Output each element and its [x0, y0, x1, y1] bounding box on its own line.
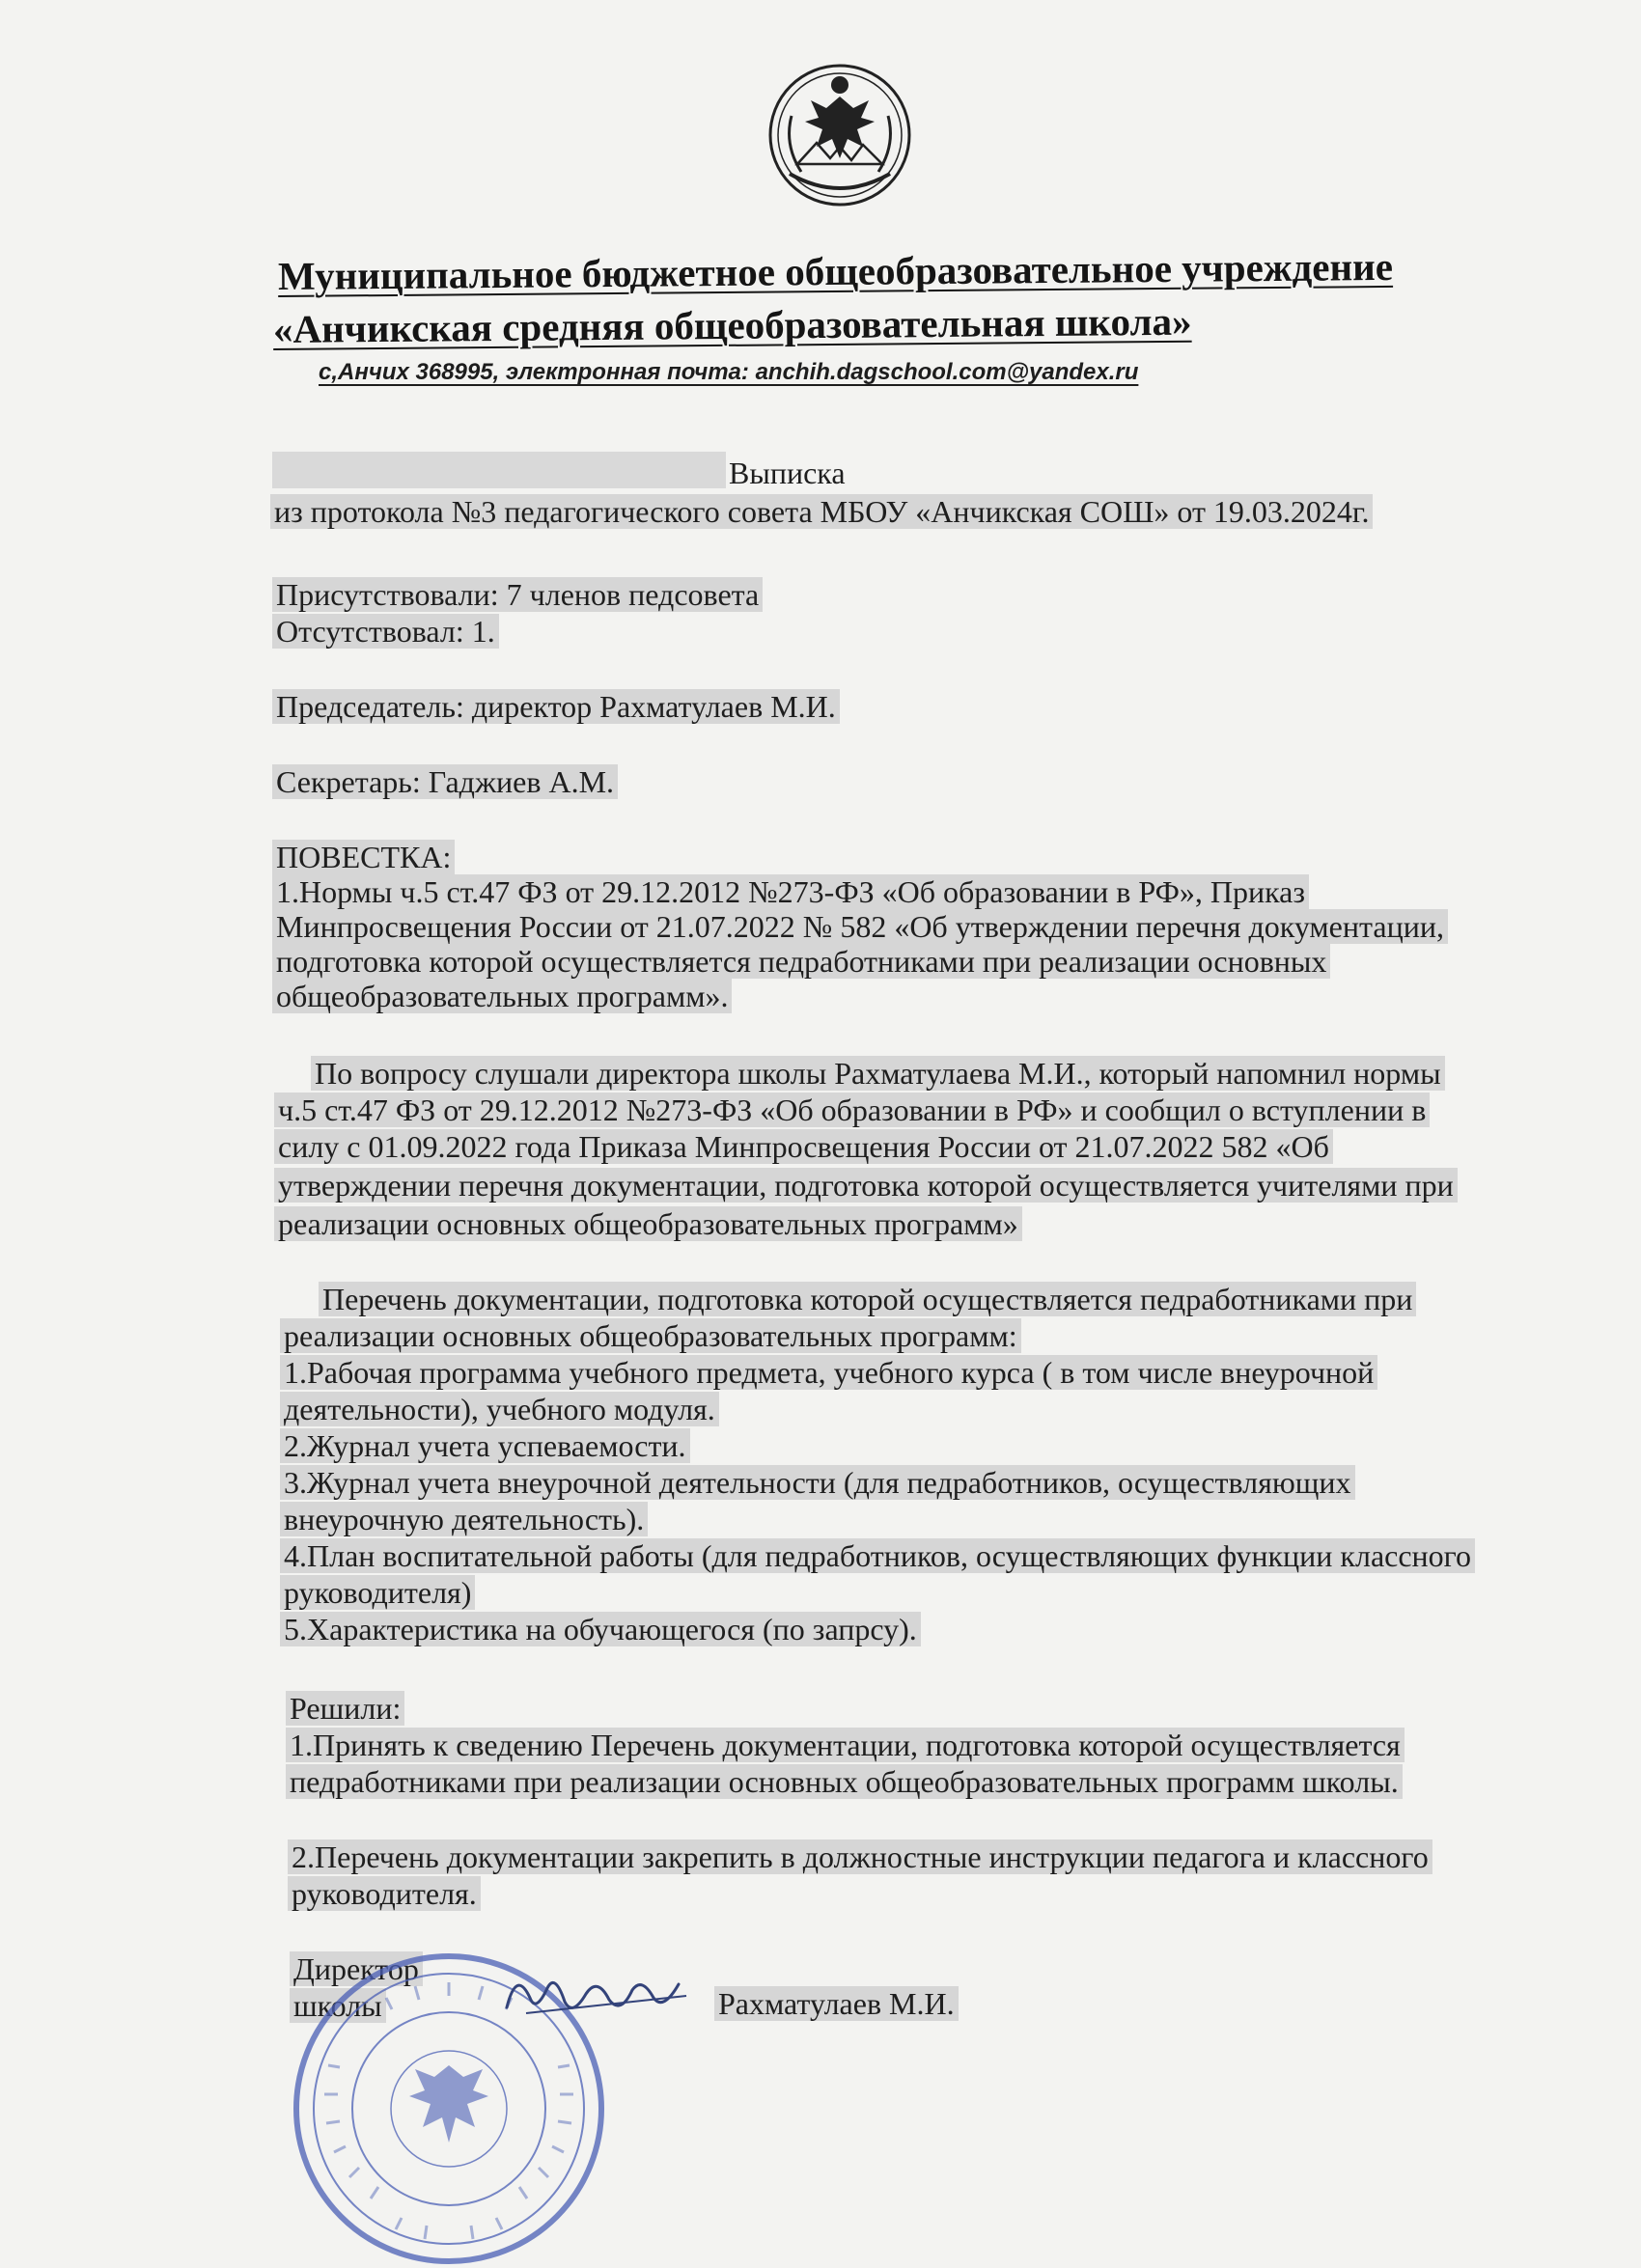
heard-line: утверждении перечня документации, подготовка которой осуществляется учителями при [274, 1168, 1458, 1203]
signature-role: школы [290, 1988, 386, 2023]
signature-name: Рахматулаев М.И. [714, 1986, 959, 2021]
institution-contact: с,Анчих 368995, электронная почта: anchih.dagschool.com@yandex.ru [319, 359, 1139, 385]
decision-line: 2.Перечень документации закрепить в должностные инструкции педагога и классного [288, 1839, 1432, 1874]
document-subtitle: из протокола №3 педагогического совета МБОУ «Анчикская СОШ» от 19.03.2024г. [270, 494, 1373, 529]
secretary-line: Секретарь: Гаджиев А.М. [272, 764, 618, 799]
present-line: Присутствовали: 7 членов педсовета [272, 577, 763, 612]
list-line: реализации основных общеобразовательных программ: [280, 1318, 1021, 1353]
document-title: Выписка [729, 456, 846, 490]
signature-role: Директор [290, 1951, 423, 1986]
agenda-line: подготовка которой осуществляется педработниками при реализации основных [272, 944, 1330, 979]
heard-line: реализации основных общеобразовательных программ» [274, 1206, 1022, 1241]
list-line: 3.Журнал учета внеурочной деятельности (для педработников, осуществляющих [280, 1465, 1355, 1500]
heard-line: ч.5 ст.47 ФЗ от 29.12.2012 №273-ФЗ «Об образовании в РФ» и сообщил о вступлении в [274, 1093, 1430, 1127]
handwritten-signature [497, 1959, 700, 2027]
institution-name-line2: «Анчикская средняя общеобразовательная школа» [272, 298, 1192, 351]
decision-line: педработниками при реализации основных общеобразовательных программ школы. [286, 1764, 1403, 1799]
list-line: 4.План воспитательной работы (для педработников, осуществляющих функции классного [280, 1538, 1475, 1573]
heard-line: силу с 01.09.2022 года Приказа Минпросвещения России от 21.07.2022 582 «Об [274, 1129, 1333, 1164]
list-line: внеурочную деятельность). [280, 1502, 648, 1536]
list-line: Перечень документации, подготовка которой осуществляется педработниками при [319, 1282, 1416, 1316]
decision-line: руководителя. [288, 1876, 481, 1911]
heard-line: По вопросу слушали директора школы Рахматулаева М.И., который напомнил нормы [311, 1056, 1445, 1091]
agenda-line: Минпросвещения России от 21.07.2022 № 582 «Об утверждении перечня документации, [272, 909, 1448, 944]
highlight-bar [272, 452, 726, 488]
list-line: 2.Журнал учета успеваемости. [280, 1428, 690, 1463]
chairman-line: Председатель: директор Рахматулаев М.И. [272, 689, 840, 724]
agenda-line: общеобразовательных программ». [272, 979, 732, 1013]
coat-of-arms-icon [763, 58, 917, 212]
list-line: деятельности), учебного модуля. [280, 1392, 719, 1426]
agenda-line: 1.Нормы ч.5 ст.47 ФЗ от 29.12.2012 №273-ФЗ «Об образовании в РФ», Приказ [272, 874, 1309, 909]
institution-name-line1: Муниципальное бюджетное общеобразовательное учреждение [277, 243, 1394, 298]
list-line: 1.Рабочая программа учебного предмета, учебного курса ( в том числе внеурочной [280, 1355, 1377, 1390]
decided-heading: Решили: [286, 1691, 404, 1726]
list-line: руководителя) [280, 1575, 475, 1610]
agenda-heading: ПОВЕСТКА: [272, 840, 455, 874]
absent-line: Отсутствовал: 1. [272, 614, 499, 649]
decision-line: 1.Принять к сведению Перечень документации, подготовка которой осуществляется [286, 1728, 1405, 1762]
list-line: 5.Характеристика на обучающегося (по запрсу). [280, 1612, 921, 1646]
